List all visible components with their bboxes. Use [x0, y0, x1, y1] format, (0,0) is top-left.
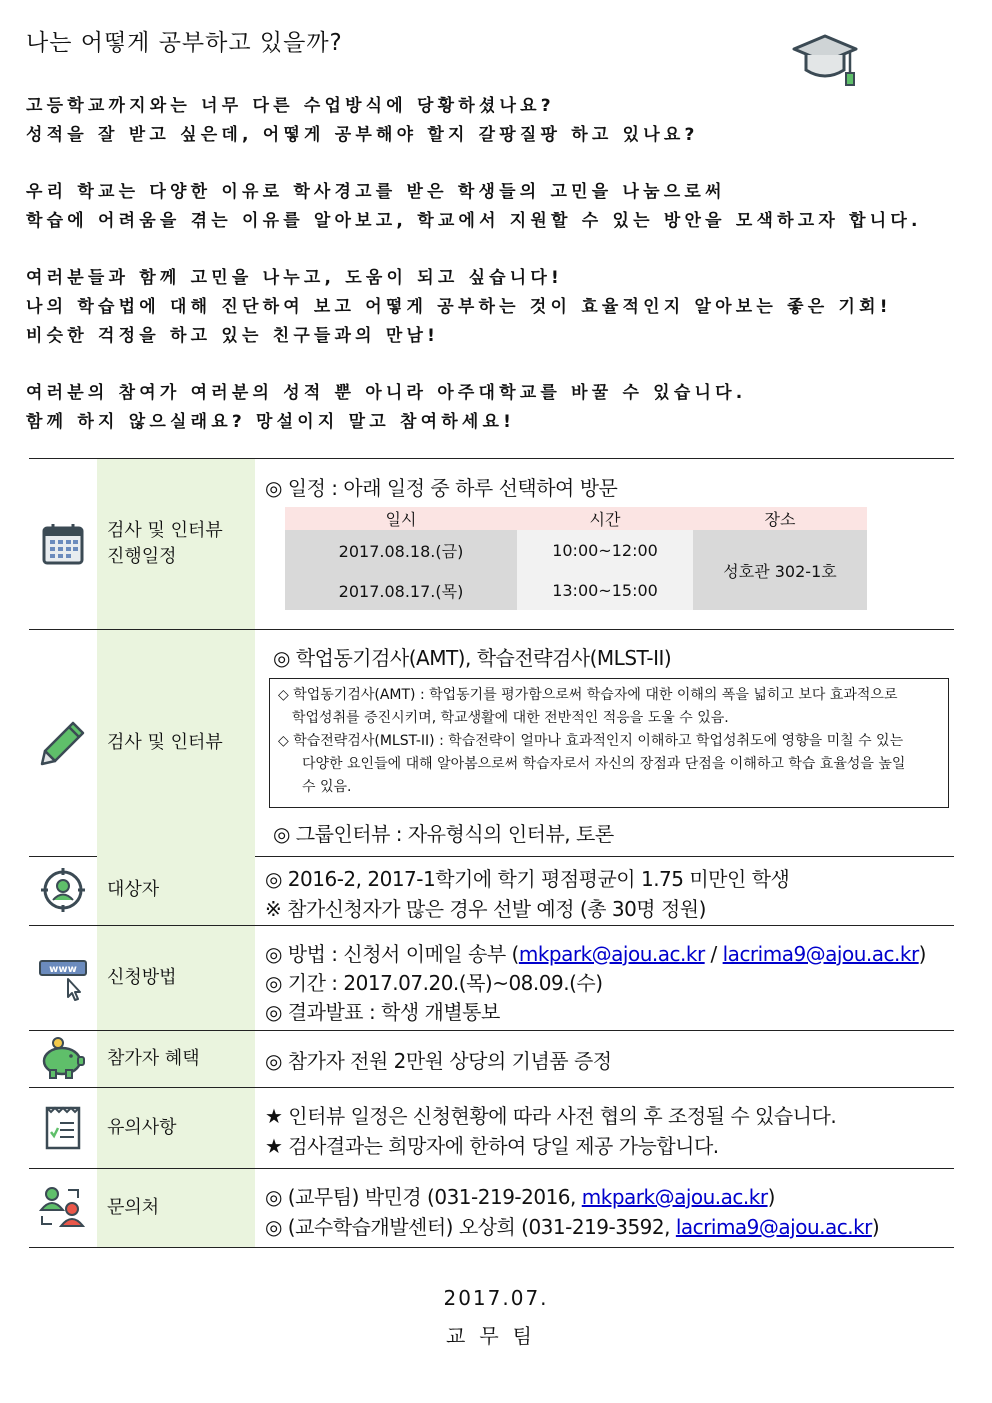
svg-text:www: www: [49, 964, 77, 975]
header-place: 장소: [693, 507, 867, 530]
email-link-lacrima9[interactable]: lacrima9@ajou.ac.kr: [675, 1215, 872, 1239]
schedule-label: 검사 및 인터뷰: [107, 520, 223, 541]
desc-line: 수 있음.: [302, 779, 352, 795]
apply-method: [265, 938, 926, 967]
paren-close: ): [767, 1185, 775, 1209]
notice-label: 유의사항: [107, 1117, 177, 1138]
page-title: 나는 어떻게 공부하고 있을까?: [26, 30, 343, 56]
intro-line: 고등학교까지와는 너무 다른 수업방식에 당황하셨나요?: [26, 96, 555, 116]
tests-group: ◎ 그룹인터뷰 : 자유형식의 인터뷰, 토론: [273, 822, 614, 846]
contacts-icon: [38, 1184, 88, 1232]
pencil-icon: [39, 719, 87, 767]
target-line2: ※ 참가신청자가 많은 경우 선발 예정 (총 30명 정원): [265, 897, 706, 921]
www-cursor-icon: [38, 955, 88, 1001]
header-date: 일시: [285, 507, 517, 530]
target-row-content: [29, 855, 954, 926]
notice-line2: ★ 검사결과는 희망자에 한하여 당일 제공 가능합니다.: [265, 1134, 719, 1158]
footer-org: 교무팀: [446, 1324, 546, 1348]
graduation-cap-icon: [790, 30, 860, 92]
separator: /: [704, 942, 723, 966]
footer-date: 2017.07.: [443, 1286, 549, 1310]
intro-line: 비슷한 걱정을 하고 있는 친구들과의 만남!: [26, 326, 440, 346]
tests-label: 검사 및 인터뷰: [107, 732, 223, 753]
target-line1: ◎ 2016-2, 2017-1학기에 학기 평점평균이 1.75 미만인 학생: [265, 867, 790, 891]
tests-row: [29, 630, 954, 857]
apply-result: ◎ 결과발표 : 학생 개별통보: [265, 1000, 500, 1024]
schedule-time: 13:00~15:00: [517, 570, 693, 610]
schedule-row: [29, 459, 954, 630]
intro-line: 나의 학습법에 대해 진단하여 보고 어떻게 공부하는 것이 효율적인지 알아보는 좋은 기회!: [26, 297, 892, 317]
desc-line: ◇ 학업동기검사(AMT) : 학업동기를 평가함으로써 학습자에 대한 이해의 폭을 넓히고 보다 효과적으로: [278, 687, 898, 703]
intro-line: 우리 학교는 다양한 이유로 학사경고를 받은 학생들의 고민을 나눔으로써: [26, 182, 726, 202]
intro-line: 여러분들과 함께 고민을 나누고, 도움이 되고 싶습니다!: [26, 268, 564, 288]
tests-heading: ◎ 학업동기검사(AMT), 학습전략검사(MLST-II): [273, 646, 672, 670]
schedule-time: 10:00~12:00: [517, 530, 693, 570]
intro-line: 여러분의 참여가 여러분의 성적 뿐 아니라 아주대학교를 바꿀 수 있습니다.: [26, 383, 747, 403]
contact-line2: [265, 1211, 879, 1240]
checklist-icon: [43, 1105, 83, 1151]
contact-label: 문의처: [107, 1197, 160, 1218]
info-table: [29, 458, 954, 855]
schedule-heading: ◎ 일정 : 아래 일정 중 하루 선택하여 방문: [265, 476, 618, 500]
target-person-icon: [40, 867, 86, 913]
apply-method-text: ◎ 방법 : 신청서 이메일 송부 (: [265, 942, 519, 966]
email-link-lacrima9[interactable]: lacrima9@ajou.ac.kr: [722, 942, 919, 966]
tests-description: [269, 678, 949, 808]
notice-line1: ★ 인터뷰 일정은 신청현황에 따라 사전 협의 후 조정될 수 있습니다.: [265, 1104, 837, 1128]
info-table-lower: [29, 855, 954, 1248]
header-time: 시간: [517, 507, 693, 530]
intro-line: 함께 하지 않으실래요? 망설이지 말고 참여하세요!: [26, 412, 516, 432]
apply-row: [29, 926, 954, 1031]
contact-row: [29, 1169, 954, 1248]
email-link-mkpark[interactable]: mkpark@ajou.ac.kr: [518, 942, 705, 966]
schedule-date: 2017.08.17.(목): [285, 570, 517, 610]
schedule-label-sub: 진행일정: [107, 546, 177, 567]
piggy-bank-icon: [38, 1037, 88, 1081]
intro-line: 학습에 어려움을 겪는 이유를 알아보고, 학교에서 지원할 수 있는 방안을 모색하고자 합니다.: [26, 211, 922, 231]
contact1-text: ◎ (교무팀) 박민경 (031-219-2016,: [265, 1185, 582, 1209]
apply-period: ◎ 기간 : 2017.07.20.(목)~08.09.(수): [265, 971, 603, 995]
intro-line: 성적을 잘 받고 싶은데, 어떻게 공부해야 할지 갈팡질팡 하고 있나요?: [26, 125, 699, 145]
contact2-text: ◎ (교수학습개발센터) 오상희 (031-219-3592,: [265, 1215, 676, 1239]
contact-line1: [265, 1181, 775, 1210]
target-label: 대상자: [107, 879, 160, 900]
paren-close: ): [918, 942, 926, 966]
schedule-table: [285, 507, 867, 610]
benefit-label: 참가자 혜택: [107, 1048, 200, 1069]
paren-close: ): [871, 1215, 880, 1239]
benefit-row: [29, 1031, 954, 1088]
calendar-icon: [40, 521, 86, 567]
intro-text: [26, 92, 926, 437]
desc-line: 학업성취를 증진시키며, 학교생활에 대한 전반적인 적응을 도울 수 있음.: [292, 710, 729, 726]
desc-line: 다양한 요인들에 대해 알아봄으로써 학습자로서 자신의 장점과 단점을 이해하고 학습 효율성을 높일: [302, 756, 906, 772]
schedule-date: 2017.08.18.(금): [285, 530, 517, 570]
notice-row: [29, 1088, 954, 1169]
desc-line: ◇ 학습전략검사(MLST-II) : 학습전략이 얼마나 효과적인지 이해하고 학업성취도에 영향을 미칠 수 있는: [278, 733, 904, 749]
schedule-place: 성호관 302-1호: [693, 530, 867, 610]
apply-label: 신청방법: [107, 967, 177, 988]
benefit-text: ◎ 참가자 전원 2만원 상당의 기념품 증정: [265, 1049, 612, 1073]
email-link-mkpark[interactable]: mkpark@ajou.ac.kr: [581, 1185, 768, 1209]
